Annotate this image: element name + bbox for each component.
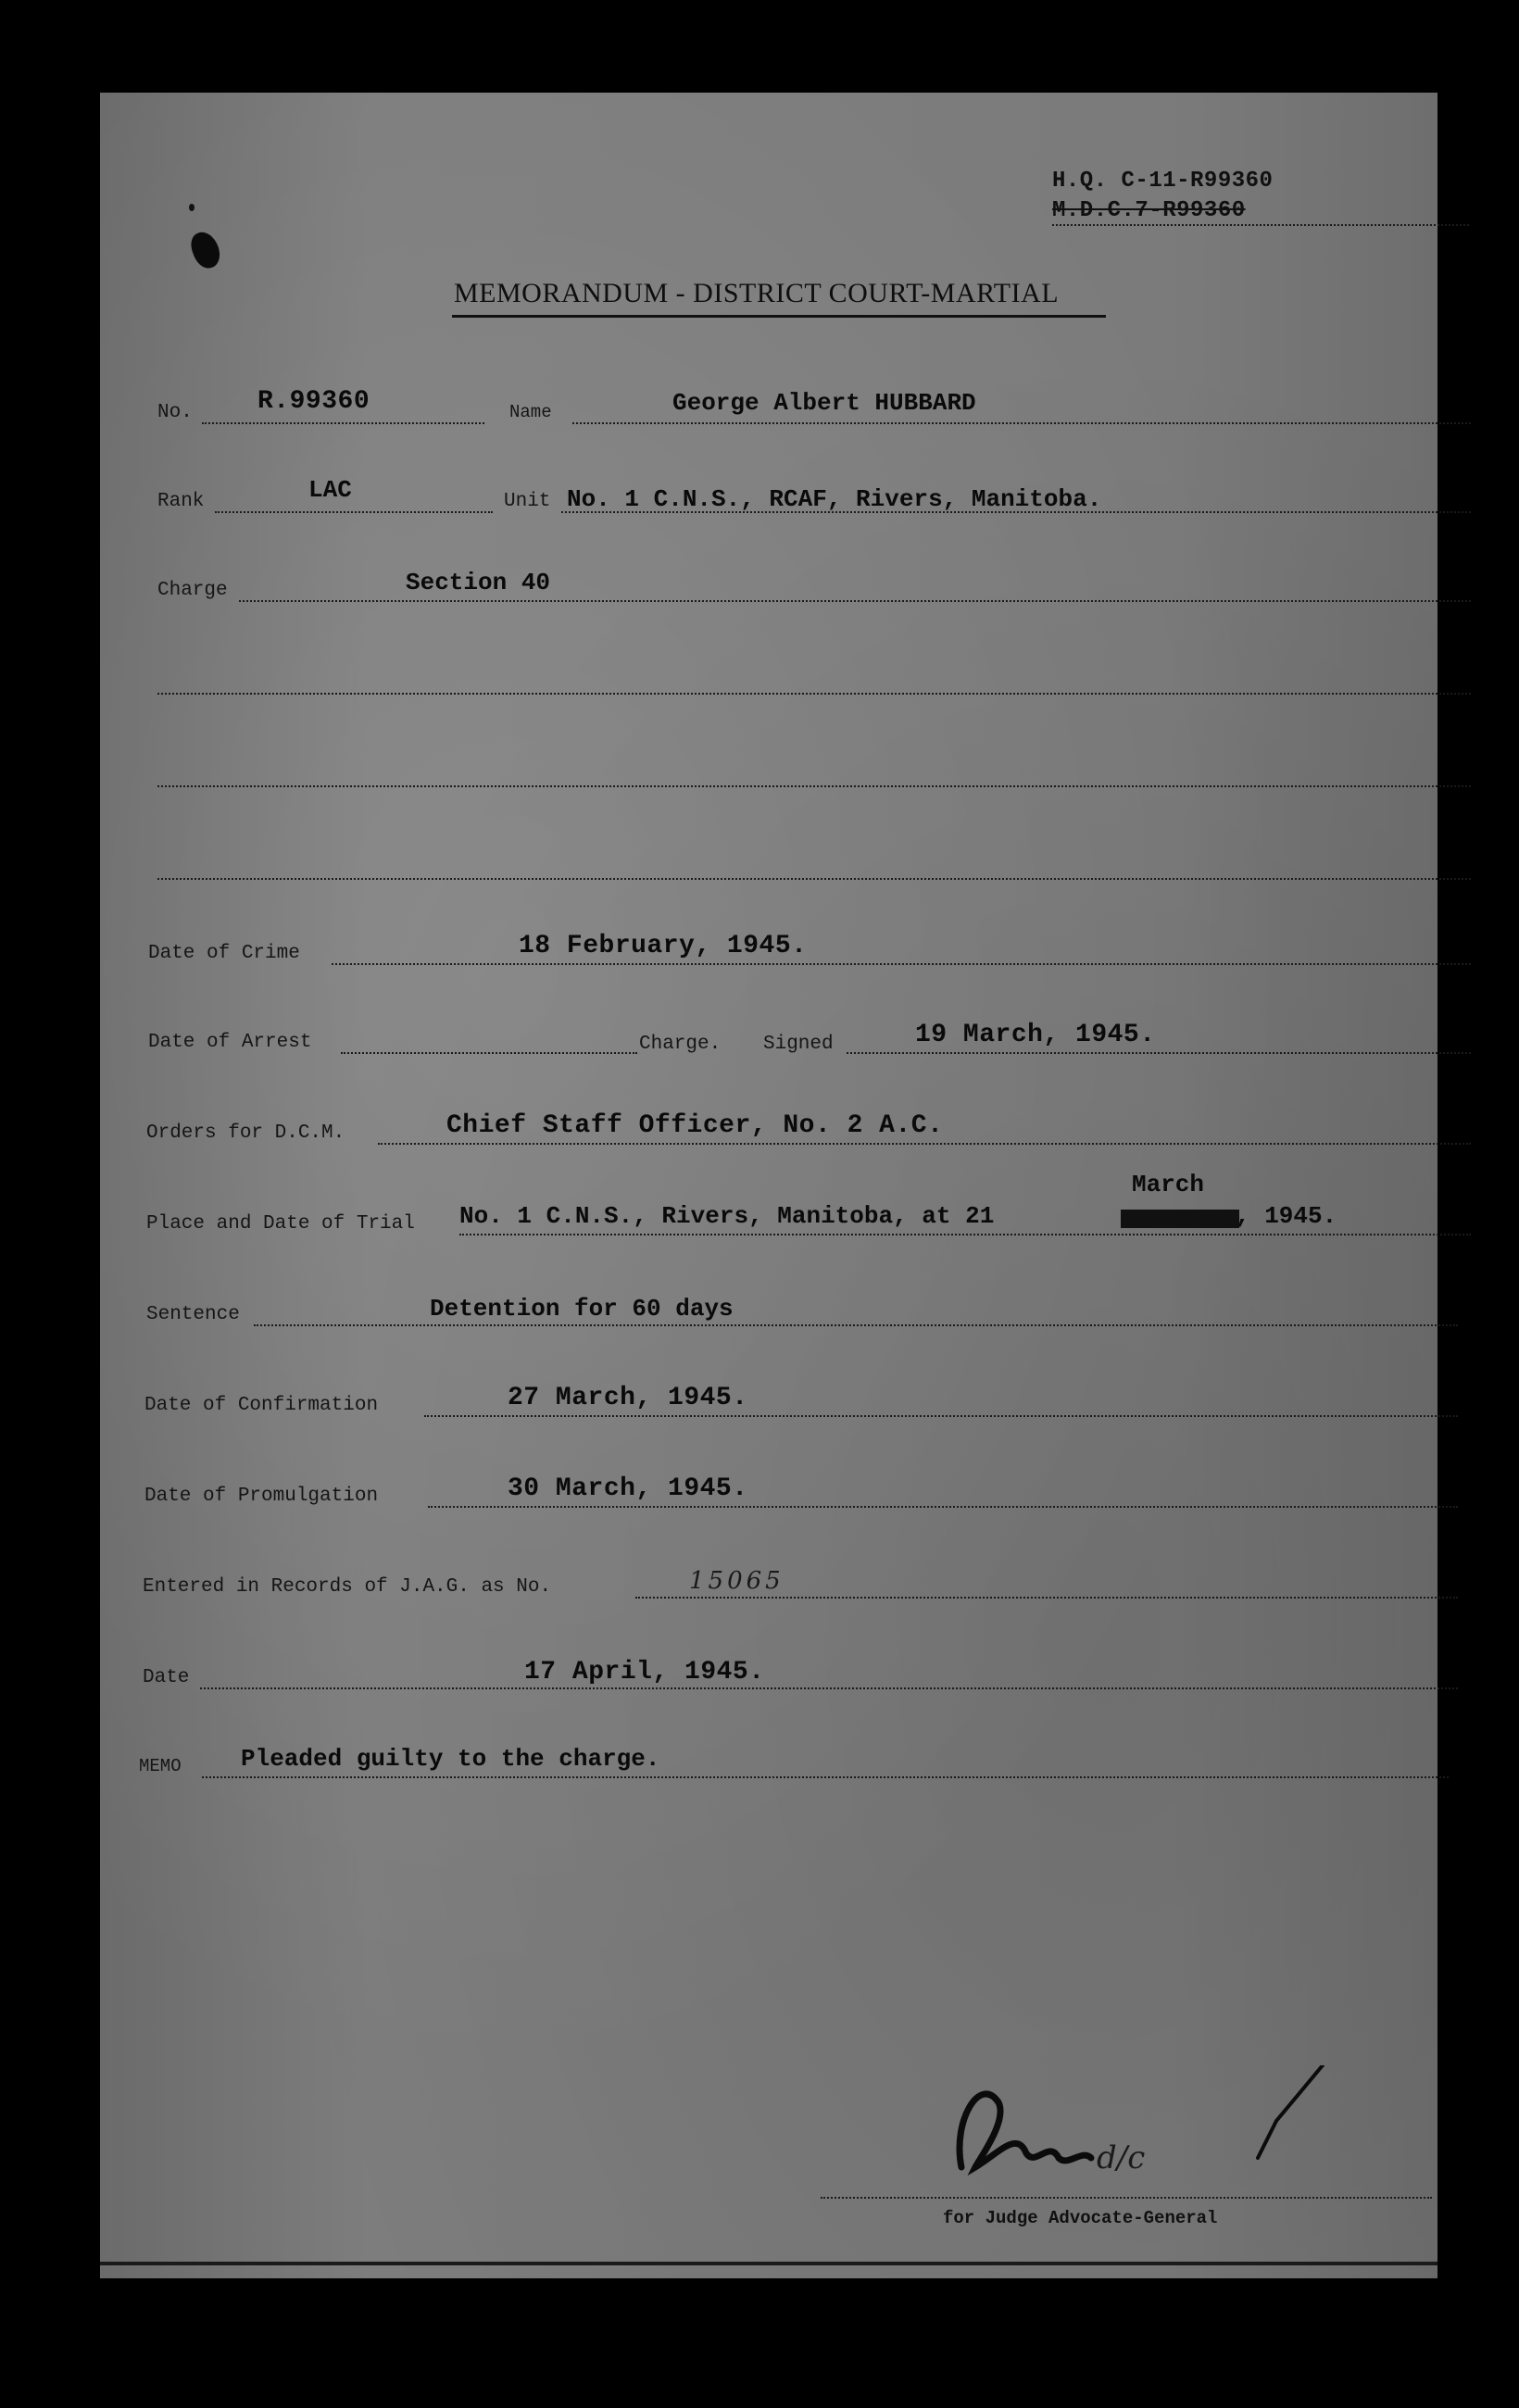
orders-dcm-label: Orders for D.C.M. (146, 1122, 345, 1144)
unit-value: No. 1 C.N.S., RCAF, Rivers, Manitoba. (567, 485, 1102, 513)
memo-value: Pleaded guilty to the charge. (241, 1745, 660, 1773)
place-date-trial-label: Place and Date of Trial (146, 1213, 415, 1235)
trial-place-value: No. 1 C.N.S., Rivers, Manitoba, at 21 (459, 1202, 995, 1230)
date-of-crime-label: Date of Crime (148, 943, 300, 964)
entered-records-line (635, 1597, 1458, 1599)
rank-label: Rank (157, 491, 205, 512)
charge-continuation-line-3 (157, 878, 1471, 880)
rank-line (215, 511, 493, 513)
no-line (202, 422, 484, 424)
document-title: MEMORANDUM - DISTRICT COURT-MARTIAL (454, 278, 1060, 308)
orders-dcm-value: Chief Staff Officer, No. 2 A.C. (446, 1111, 944, 1140)
date-of-crime-line (332, 963, 1471, 965)
charge-signed-label-b: Signed (763, 1034, 834, 1055)
memorandum-sheet (100, 93, 1437, 2278)
date-value: 17 April, 1945. (524, 1658, 765, 1687)
date-confirmation-value: 27 March, 1945. (508, 1384, 748, 1412)
charge-continuation-line-2 (157, 785, 1471, 787)
ink-speck-icon (189, 204, 195, 211)
date-promulgation-line (428, 1506, 1458, 1508)
trial-month-correction: March (1132, 1171, 1205, 1198)
date-confirmation-label: Date of Confirmation (144, 1395, 379, 1416)
memo-line (202, 1776, 1449, 1778)
unit-label: Unit (504, 491, 551, 512)
charge-signed-value: 19 March, 1945. (915, 1021, 1156, 1049)
charge-signed-label-a: Charge. (639, 1034, 722, 1055)
signature-line (821, 2197, 1432, 2199)
bottom-border-line (100, 2262, 1437, 2265)
title-underline (452, 315, 1106, 318)
date-promulgation-value: 30 March, 1945. (508, 1474, 748, 1503)
charge-signed-line (847, 1052, 1471, 1054)
charge-value: Section 40 (406, 569, 551, 596)
charge-continuation-line-1 (157, 693, 1471, 695)
entered-records-label: Entered in Records of J.A.G. as No. (143, 1576, 552, 1598)
place-date-trial-line (459, 1234, 1471, 1235)
name-line (572, 422, 1471, 424)
name-label: Name (509, 402, 552, 422)
ink-blot-icon (187, 228, 224, 271)
rank-value: LAC (308, 476, 352, 504)
memo-label: MEMO (139, 1756, 182, 1776)
person-name: George Albert HUBBARD (672, 389, 976, 417)
service-number: R.99360 (257, 387, 370, 416)
date-promulgation-label: Date of Promulgation (144, 1486, 379, 1507)
struck-out-month (1121, 1210, 1239, 1228)
hq-file-reference: H.Q. C-11-R99360 (1052, 169, 1274, 194)
date-confirmation-line (424, 1415, 1458, 1417)
jag-number-handwritten: 15065 (689, 1567, 785, 1595)
charge-line (239, 600, 1471, 602)
date-label: Date (143, 1667, 190, 1688)
trial-year-value: , 1945. (1236, 1202, 1337, 1230)
signature-initials: d/c (1097, 2139, 1146, 2176)
date-of-crime-value: 18 February, 1945. (519, 932, 808, 960)
md-reference-line (1052, 224, 1469, 226)
orders-dcm-line (378, 1143, 1471, 1145)
sentence-value: Detention for 60 days (430, 1295, 734, 1323)
charge-label: Charge (157, 580, 228, 601)
sentence-line (254, 1324, 1458, 1326)
date-line (200, 1687, 1458, 1689)
no-label: No. (157, 402, 193, 423)
date-of-arrest-line (341, 1052, 637, 1054)
signature-caption: for Judge Advocate-General (943, 2208, 1218, 2228)
date-of-arrest-label: Date of Arrest (148, 1032, 312, 1053)
sentence-label: Sentence (146, 1304, 240, 1325)
md-file-reference: M.D.C.7-R99360 (1052, 198, 1246, 223)
